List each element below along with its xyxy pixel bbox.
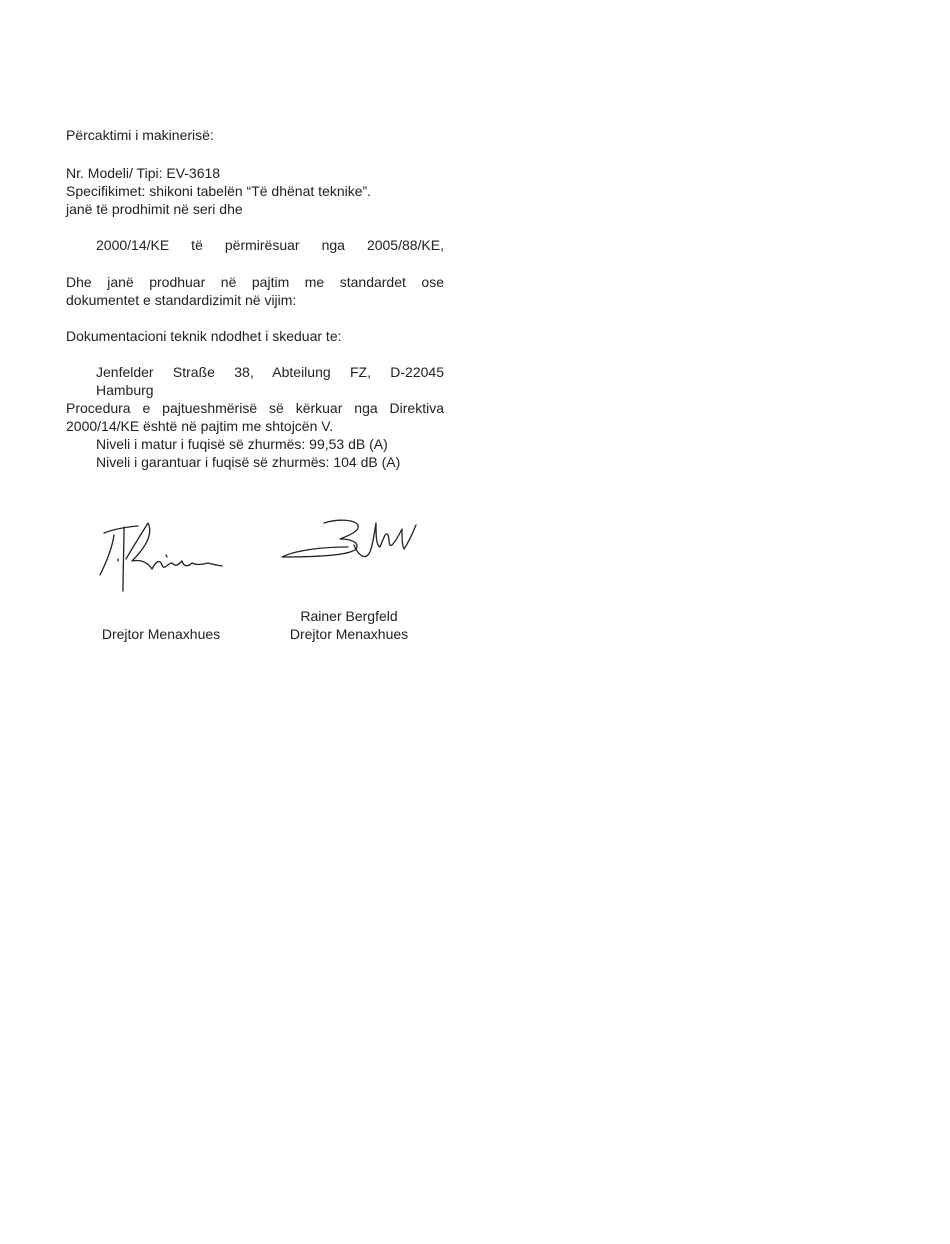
address-line-2: Hamburg	[96, 382, 154, 398]
model-type: Nr. Modeli/ Tipi: EV-3618	[66, 165, 221, 181]
procedure-line-1: Procedura e pajtueshmërisë së kërkuar nga Direktiva	[66, 400, 444, 416]
specifications: Specifikimet: shikoni tabelën “Të dhënat teknike”.	[66, 183, 372, 199]
signature-right-name: Rainer Bergfeld	[300, 608, 398, 624]
directive-statement: 2000/14/KE të përmirësuar nga 2005/88/KE,	[96, 237, 444, 253]
address-line-1: Jenfelder Straße 38, Abteilung FZ, D-22045	[96, 364, 444, 380]
series-statement: janë të prodhimit në seri dhe	[66, 201, 243, 217]
signature-right-title: Drejtor Menaxhues	[289, 626, 409, 642]
tech-doc-statement: Dokumentacioni teknik ndodhet i skeduar te:	[66, 328, 342, 344]
signature-right	[278, 515, 428, 570]
standards-line-1: Dhe janë prodhuar në pajtim me standardet ose	[66, 274, 444, 290]
noise-guaranteed: Niveli i garantuar i fuqisë së zhurmës: 104 dB (A)	[96, 454, 401, 470]
machinery-label: Përcaktimi i makinerisë:	[66, 127, 214, 143]
noise-measured: Niveli i matur i fuqisë së zhurmës: 99,53 dB (A)	[96, 436, 388, 452]
standards-line-2: dokumentet e standardizimit në vijim:	[66, 292, 297, 308]
procedure-line-2: 2000/14/KE është në pajtim me shtojcën V.	[66, 418, 334, 434]
signature-left-title: Drejtor Menaxhues	[101, 626, 221, 642]
signature-left	[96, 515, 226, 595]
